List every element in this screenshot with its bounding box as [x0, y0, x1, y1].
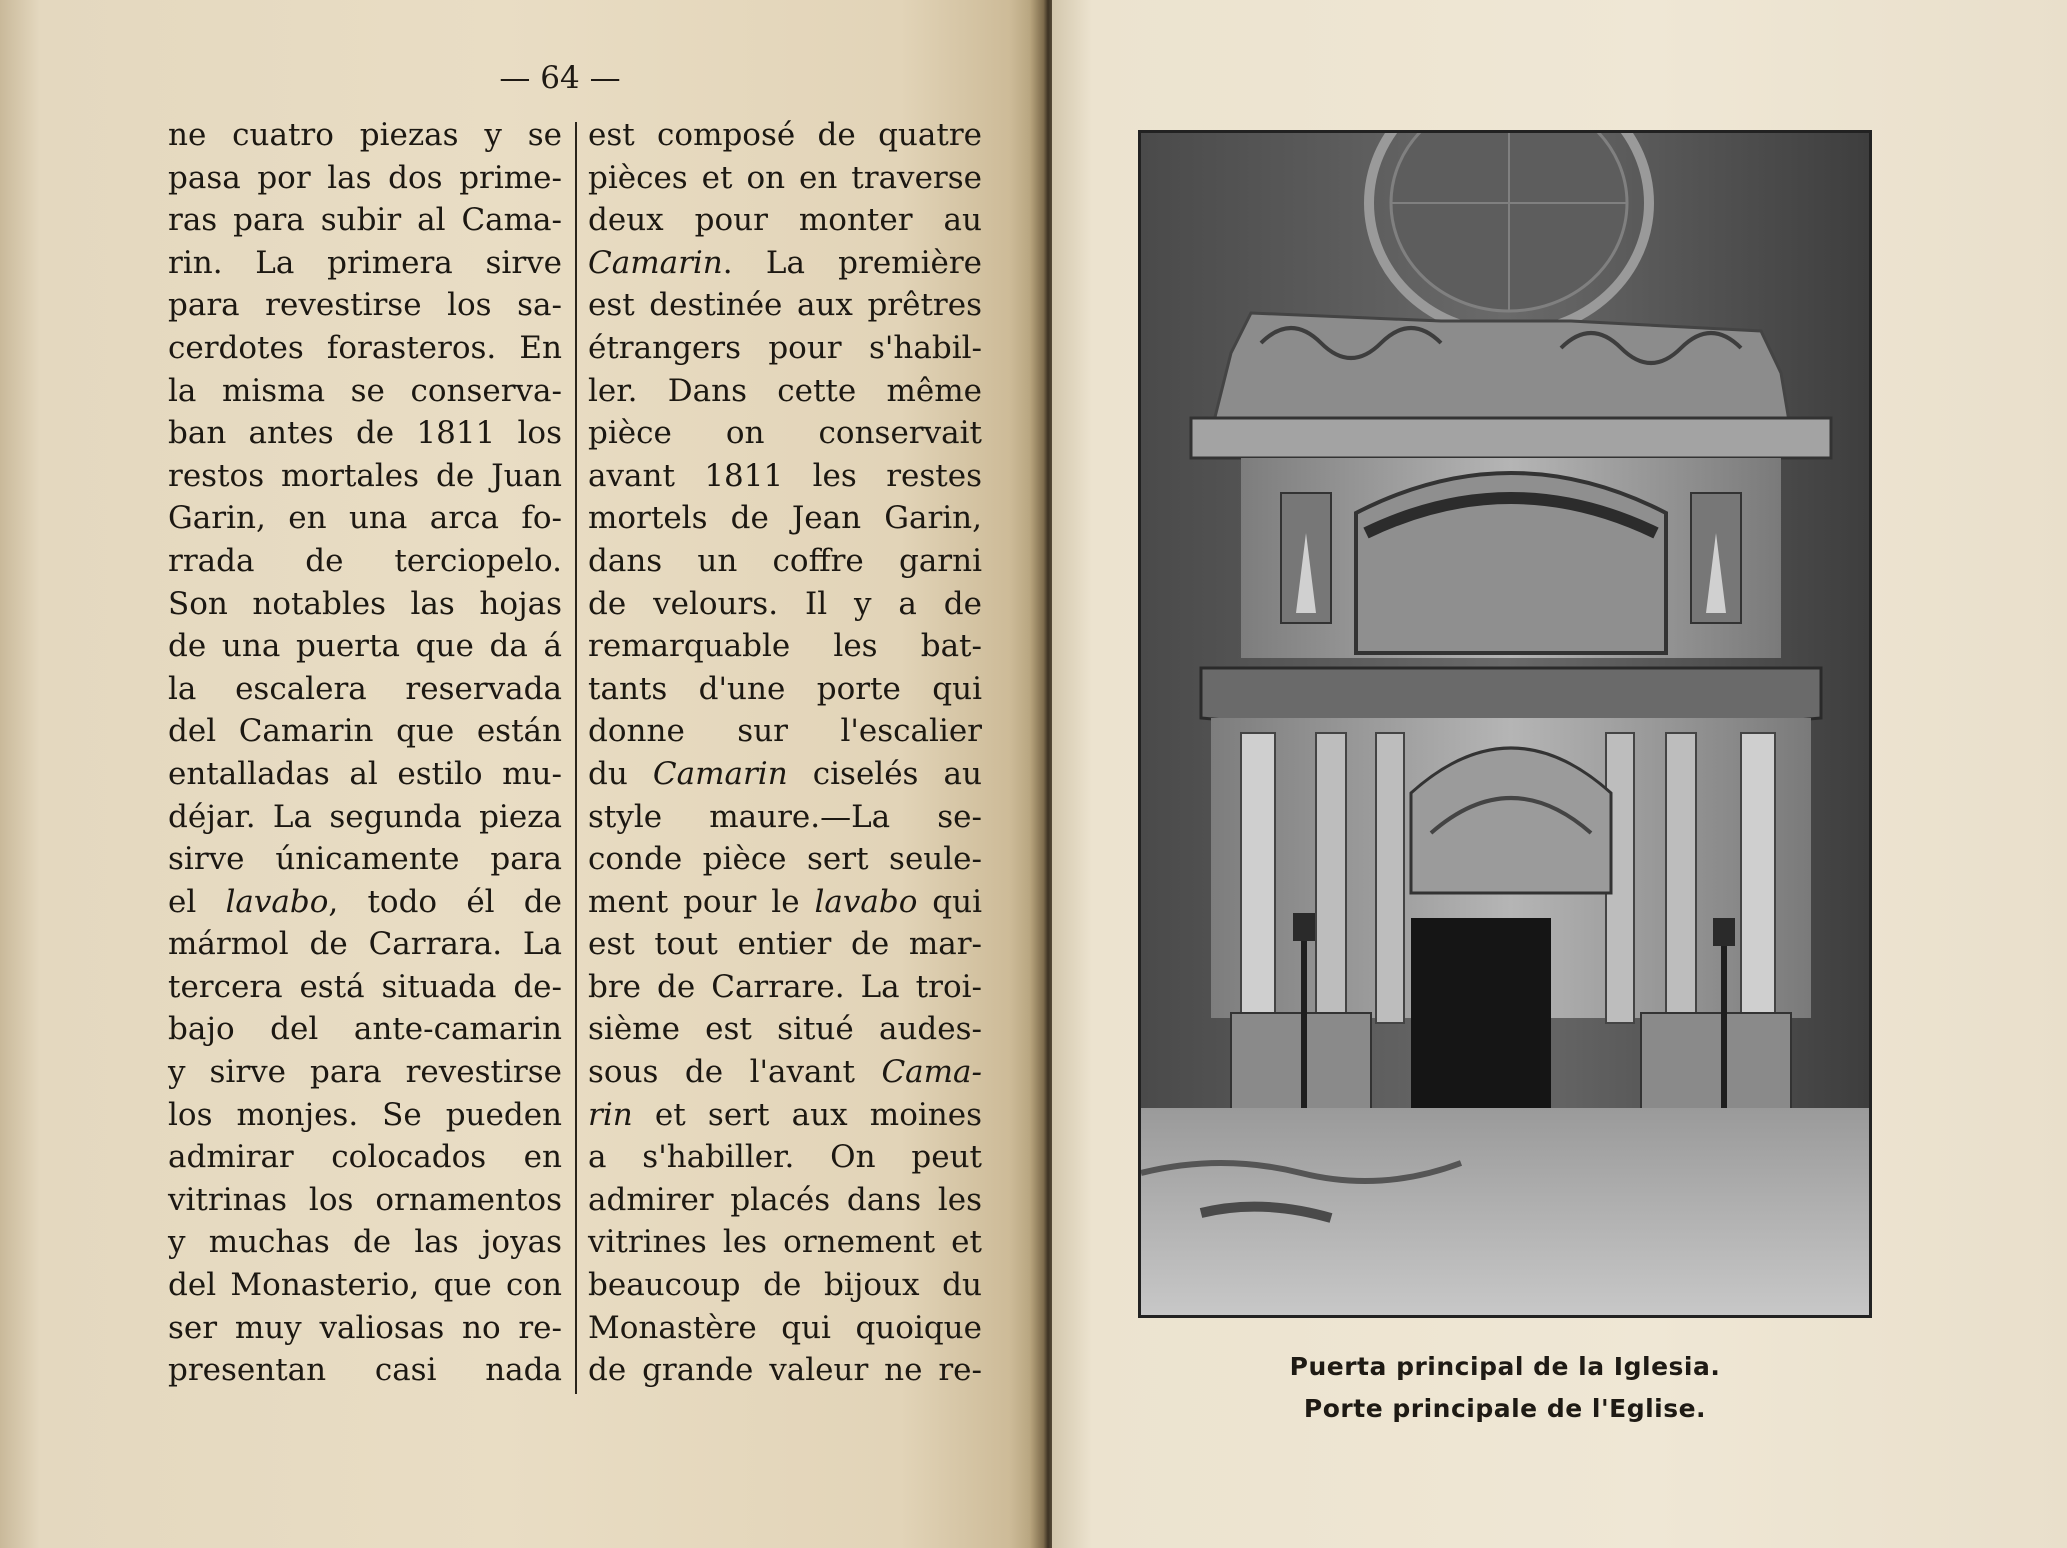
text-line: restos mortales de Juan [168, 457, 562, 494]
text-line: y sirve para revestirse [168, 1054, 562, 1091]
text-line: tants d'une porte qui [588, 670, 982, 707]
text-line: ser muy valiosas no re- [168, 1309, 562, 1346]
text-line: tercera está situada de- [168, 968, 562, 1005]
text-line: de grande valeur ne re- [588, 1352, 982, 1389]
text-line: est composé de quatre [588, 117, 982, 153]
text-line: rin. La primera sirve [168, 244, 562, 281]
text-line: Garin, en una arca fo- [168, 500, 562, 537]
text-line: donne sur l'escalier [588, 713, 982, 750]
text-line: vitrines les ornement et [588, 1224, 982, 1261]
text-line: pièce on conservait [588, 415, 982, 452]
text-line: del Camarin que están [168, 713, 562, 750]
text-line: conde pièce sert seule- [588, 841, 982, 878]
text-line: para revestirse los sa- [168, 287, 562, 324]
text-line: ban antes de 1811 los [168, 415, 562, 452]
text-line: sième est situé audes- [588, 1011, 982, 1048]
text-line: admirar colocados en [168, 1139, 562, 1176]
figure-caption-spanish: Puerta principal de la Iglesia. [1289, 1352, 1721, 1381]
text-line: ment pour le lavabo qui [588, 883, 983, 920]
text-line: bajo del ante-camarin [168, 1011, 562, 1048]
text-line: la misma se conserva- [168, 372, 562, 409]
french-column [588, 114, 982, 1392]
text-line: y muchas de las joyas [168, 1224, 562, 1261]
text-line: sous de l'avant Cama- [588, 1054, 982, 1091]
text-line: déjar. La segunda pieza [168, 798, 562, 835]
text-line: du Camarin ciselés au [588, 755, 983, 792]
text-line: ler. Dans cette même [588, 372, 982, 409]
text-line: cerdotes forasteros. En [168, 329, 562, 366]
figure-caption-french: Porte principale de l'Eglise. [1303, 1394, 1707, 1423]
text-line: el lavabo, todo él de [168, 883, 562, 920]
text-line: de velours. Il y a de [588, 585, 982, 622]
text-line: avant 1811 les restes [588, 457, 982, 494]
text-line: entalladas al estilo mu- [168, 755, 562, 792]
text-line: del Monasterio, que con [168, 1267, 562, 1304]
text-line: est destinée aux prêtres [588, 287, 982, 324]
text-line: est tout entier de mar- [588, 926, 982, 963]
text-line: pièces et on en traverse [588, 159, 982, 196]
text-line: admirer placés dans les [588, 1181, 982, 1218]
text-line: Camarin. La première [588, 244, 982, 281]
text-line: vitrinas los ornamentos [168, 1181, 562, 1218]
text-line: ne cuatro piezas y se [168, 117, 562, 153]
column-divider [575, 122, 577, 1394]
text-line: deux pour monter au [588, 202, 982, 239]
text-line: presentan casi nada [168, 1352, 562, 1389]
page-number: — 64 — [499, 60, 621, 96]
text-line: remarquable les bat- [588, 628, 982, 665]
text-line: la escalera reservada [168, 670, 562, 707]
text-line: rrada de terciopelo. [168, 542, 562, 579]
text-line: mármol de Carrara. La [168, 926, 562, 963]
church-portal-photo [1138, 130, 1872, 1318]
text-line: beaucoup de bijoux du [588, 1267, 982, 1304]
text-line: rin et sert aux moines [588, 1096, 982, 1133]
text-line: los monjes. Se pueden [168, 1096, 562, 1133]
text-line: mortels de Jean Garin, [588, 500, 982, 537]
text-line: Monastère qui quoique [588, 1309, 982, 1346]
text-line: Son notables las hojas [168, 585, 562, 622]
text-line: pasa por las dos prime- [168, 159, 562, 196]
text-line: de una puerta que da á [168, 628, 562, 665]
spanish-column [168, 114, 562, 1392]
text-line: style maure.—La se- [588, 798, 982, 835]
text-line: ras para subir al Cama- [168, 202, 562, 239]
text-line: bre de Carrare. La troi- [588, 968, 982, 1005]
text-line: dans un coffre garni [588, 542, 982, 579]
text-line: sirve únicamente para [168, 841, 562, 878]
text-line: a s'habiller. On peut [588, 1139, 982, 1176]
text-line: étrangers pour s'habil- [588, 329, 982, 366]
